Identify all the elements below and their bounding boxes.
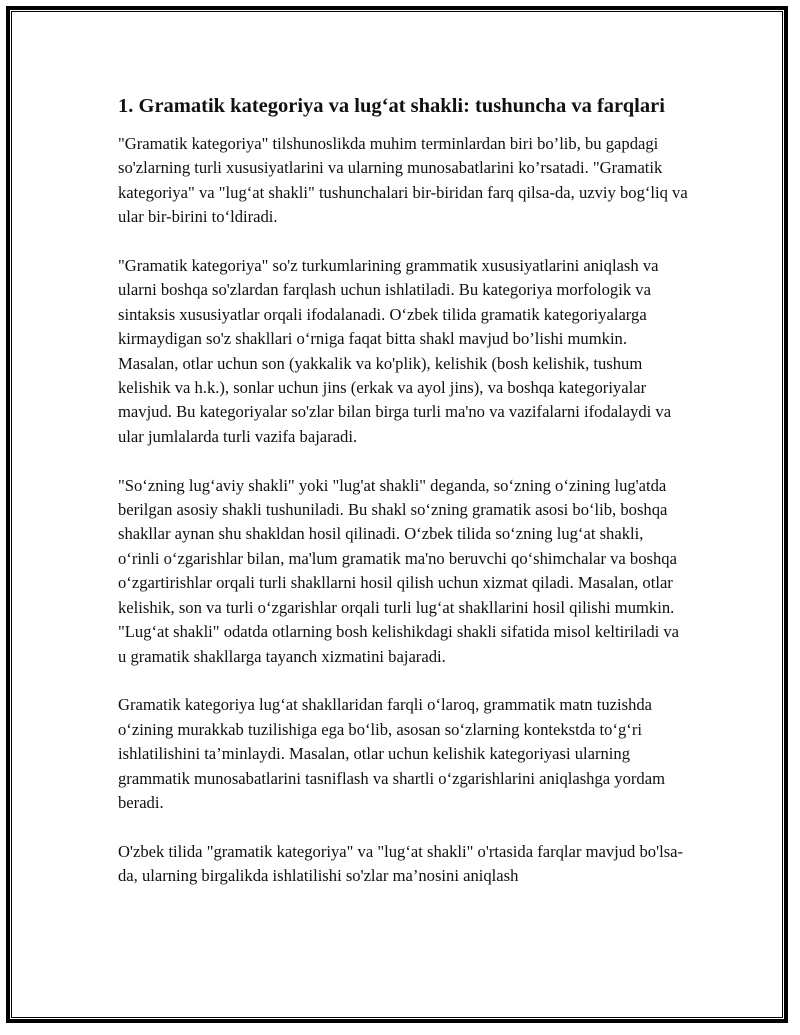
paragraph-3: "So‘zning lug‘aviy shakli" yoki "lug'at shakli" deganda, so‘zning o‘zining lug'atda berilgan asosiy shakli tushuniladi. Bu shakl so‘zning gramatik asosi bo‘lib, boshqa shakllar aynan shu shakldan hosil qilinadi. O‘zbek tilida so‘zning lug‘at shakli, o‘rinli o‘zgarishlar bilan, ma'lum gramatik ma'no beruvchi qo‘shimchalar va boshqa o‘zgartirishlar orqali turli shakllarni hosil qilish uchun xizmat qiladi. Masalan, otlar kelishik, son va turli o‘zgarishlar orqali turli lug‘at shakllarini hosil qilishi mumkin. "Lug‘at shakli" odatda otlarning bosh kelishikdagi shakli sifatida misol keltiriladi va u gramatik shakllarga tayanch xizmatini bajaradi. [118,475,680,666]
paragraph-4: Gramatik kategoriya lug‘at shakllaridan farqli o‘laroq, grammatik matn tuzishda o‘zining murakkab tuzilishiga ega bo‘lib, asosan so‘zlarning kontekstda to‘g‘ri ishlatilishini ta’minlaydi. Masalan, otlar uchun kelishik kategoriyasi ularning grammatik munosabatlarini tasniflash va shartli o‘zgarishlarini aniqlashga yordam beradi. [118,695,665,812]
section-heading: 1. Gramatik kategoriya va lug‘at shakli: tushuncha va farqlari [118,95,665,117]
paragraph-5: O'zbek tilida "gramatik kategoriya" va "lug‘at shakli" o'rtasida farqlar mavjud bo'lsa-da, ularning birgalikda ishlatilishi so'zlar ma’nosini aniqlash [118,841,684,886]
paragraph-2: "Gramatik kategoriya" so'z turkumlarining grammatik xususiyatlarini aniqlash va ularni boshqa so'zlardan farqlash uchun ishlatiladi. Bu kategoriya morfologik va sintaksis xususiyatlar orqali ifodalanadi. O‘zbek tilida gramatik kategoriyalarga kirmaydigan so'z shakllari o‘rniga faqat bitta shakl mavjud bo’lishi mumkin. Masalan, otlar uchun son (yakkalik va ko'plik), kelishik (bosh kelishik, tushum kelishik va h.k.), sonlar uchun jins (erkak va ayol jins), va boshqa kategoriyalar mavjud. Bu kategoriyalar so'zlar bilan birga turli ma'no va vazifalarni ifodalaydi va ular jumlalarda turli vazifa bajaradi. [118,256,672,446]
document-body [118,92,688,913]
paragraph-1: "Gramatik kategoriya" tilshunoslikda muhim terminlardan biri bo’lib, bu gapdagi so'zlarning turli xususiyatlarini va ularning munosabatlarini ko’rsatadi. "Gramatik kategoriya" va "lug‘at shakli" tushunchalari bir-biridan farq qilsa-da, uzviy bog‘liq va ular bir-birini to‘ldiradi. [118,134,688,227]
